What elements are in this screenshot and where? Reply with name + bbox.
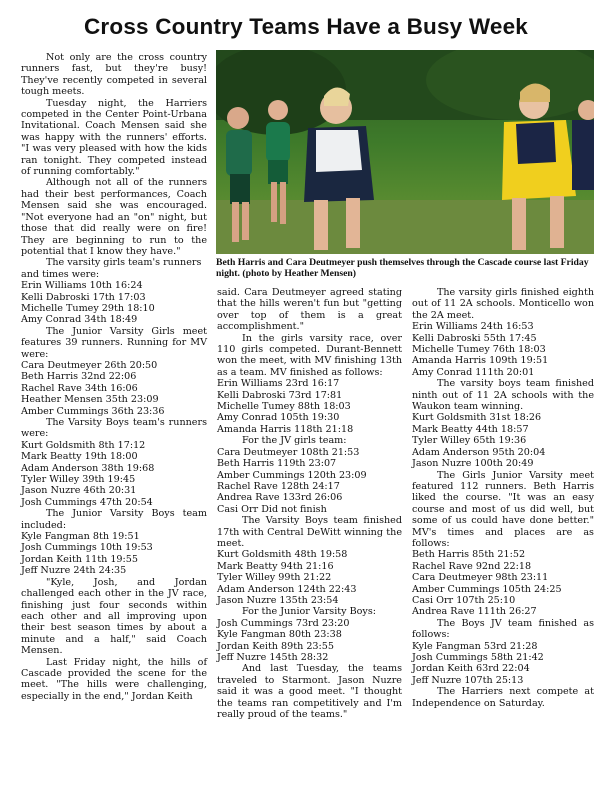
result-item: Amanda Harris 118th 21:18 bbox=[217, 423, 354, 435]
runners-photo bbox=[216, 50, 594, 254]
paragraph: "Kyle, Josh, and Jordan challenged each other in the JV race, finishing just four seconds within each other and all improving upon their best season times by about a minute and a half," said Coach Mensen. bbox=[21, 576, 207, 657]
paragraph: In the girls varsity race, over 110 girls competed. Durant-Bennett won the meet, with MV finishing 13th as a team. MV finished as follows: bbox=[217, 332, 402, 378]
paragraph: The Harriers next compete at Independence on Saturday. bbox=[412, 686, 594, 709]
result-item: Amy Conrad 111th 20:01 bbox=[412, 366, 535, 378]
paragraph: For the JV girls team: bbox=[241, 435, 347, 447]
result-item: Michelle Tumey 29th 18:10 bbox=[21, 302, 155, 314]
result-item: Andrea Rave 111th 26:27 bbox=[412, 606, 537, 618]
result-item: Amber Cummings 36th 23:36 bbox=[21, 405, 165, 417]
result-item: Amanda Harris 109th 19:51 bbox=[412, 355, 549, 367]
paragraph: Not only are the cross country runners fast, but they're busy! They've recently competed in several tough meets. bbox=[21, 52, 207, 98]
result-item: Beth Harris 119th 23:07 bbox=[217, 458, 337, 470]
result-item: Jordan Keith 11th 19:55 bbox=[21, 553, 138, 565]
result-item: Josh Cummings 47th 20:54 bbox=[21, 496, 153, 508]
result-item: Mark Beatty 44th 18:57 bbox=[412, 423, 529, 435]
result-item: Kelli Dabroski 55th 17:45 bbox=[412, 332, 537, 344]
result-item: Michelle Tumey 88th 18:03 bbox=[217, 401, 351, 413]
results-list bbox=[217, 378, 402, 435]
result-item: Cara Deutmeyer 26th 20:50 bbox=[21, 359, 158, 371]
result-item: Jason Nuzre 135th 23:54 bbox=[217, 594, 339, 606]
result-item: Kelli Dabroski 17th 17:03 bbox=[21, 291, 146, 303]
result-item: Jeff Nuzre 107th 25:13 bbox=[412, 674, 524, 686]
result-item: Kyle Fangman 53rd 21:28 bbox=[412, 640, 538, 652]
result-item: Mark Beatty 94th 21:16 bbox=[217, 560, 334, 572]
result-item: Cara Deutmeyer 98th 23:11 bbox=[412, 572, 549, 584]
result-item: Heather Mensen 35th 23:09 bbox=[21, 394, 159, 406]
result-item: Adam Anderson 38th 19:68 bbox=[21, 462, 155, 474]
result-item: Casi Orr 107th 25:10 bbox=[412, 594, 516, 606]
result-item: Adam Anderson 124th 22:43 bbox=[217, 583, 357, 595]
result-item: Kelli Dabroski 73rd 17:81 bbox=[217, 389, 343, 401]
result-item: Rachel Rave 128th 24:17 bbox=[217, 480, 340, 492]
result-item: Jason Nuzre 46th 20:31 bbox=[21, 485, 137, 497]
result-item: Tyler Willey 99th 21:22 bbox=[217, 572, 332, 584]
result-item: Kurt Goldsmith 8th 17:12 bbox=[21, 439, 146, 451]
result-item: Amy Conrad 34th 18:49 bbox=[21, 314, 138, 326]
result-item: Jordan Keith 89th 23:55 bbox=[217, 640, 334, 652]
result-item: Beth Harris 32nd 22:06 bbox=[21, 371, 137, 383]
results-list bbox=[217, 618, 402, 664]
paragraph: The Junior Varsity Girls meet features 39 runners. Running for MV were: bbox=[21, 325, 207, 360]
result-item: Amber Cummings 120th 23:09 bbox=[217, 469, 367, 481]
paragraph: The Boys JV team finished as follows: bbox=[412, 617, 594, 641]
result-item: Erin Williams 23rd 16:17 bbox=[217, 378, 340, 390]
result-item: Josh Cummings 10th 19:53 bbox=[21, 542, 153, 554]
results-list bbox=[217, 447, 402, 515]
paragraph: And last Tuesday, the teams traveled to Starmont. Jason Nuzre said it was a good meet. "I thought the teams ran competitively and I'm really proud of the teams." bbox=[217, 663, 402, 721]
result-item: Rachel Rave 92nd 22:18 bbox=[412, 560, 532, 572]
paragraph: The Junior Varsity Boys team included: bbox=[21, 508, 207, 531]
column-1 bbox=[21, 52, 207, 702]
paragraph: Tuesday night, the Harriers competed in the Center Point-Urbana Invitational. Coach Mensen said she was happy with the runners' efforts. "I was very pleased with how the kids ran tonight. They competed instead of running comfortably." bbox=[21, 97, 207, 178]
paragraph: The Varsity Boys team's runners were: bbox=[21, 417, 207, 440]
result-item: Tyler Willey 39th 19:45 bbox=[21, 474, 136, 486]
paragraph: The varsity girls finished eighth out of 11 2A schools. Monticello won the 2A meet. bbox=[412, 287, 594, 321]
result-item: Jason Nuzre 100th 20:49 bbox=[412, 458, 534, 470]
column-3 bbox=[412, 287, 594, 709]
result-item: Amy Conrad 105th 19:30 bbox=[217, 412, 340, 424]
result-item: Josh Cummings 73rd 23:20 bbox=[217, 617, 350, 629]
result-item: Casi Orr Did not finish bbox=[217, 503, 327, 515]
result-item: Erin Williams 10th 16:24 bbox=[21, 280, 143, 292]
results-list bbox=[217, 549, 402, 606]
result-item: Jordan Keith 63rd 22:04 bbox=[412, 663, 530, 675]
result-item: Amber Cummings 105th 24:25 bbox=[412, 583, 562, 595]
result-item: Tyler Willey 65th 19:36 bbox=[412, 435, 527, 447]
paragraph: said. Cara Deutmeyer agreed stating that the hills weren't fun but "getting over top of them is a great accomplishment." bbox=[217, 287, 402, 333]
results-list bbox=[21, 280, 207, 326]
results-list bbox=[21, 531, 207, 577]
result-item: Jeff Nuzre 145th 28:32 bbox=[217, 652, 329, 663]
result-item: Beth Harris 85th 21:52 bbox=[412, 549, 526, 561]
paragraph: The varsity boys team finished ninth out of 11 2A schools with the Waukon team winning. bbox=[412, 378, 594, 413]
result-item: Mark Beatty 19th 18:00 bbox=[21, 451, 138, 463]
results-list bbox=[412, 412, 594, 469]
result-item: Michelle Tumey 76th 18:03 bbox=[412, 344, 546, 356]
photo-caption: Beth Harris and Cara Deutmeyer push themselves through the Cascade course last Friday night. (photo by Heather Mensen) bbox=[216, 257, 589, 280]
headline: Cross Country Teams Have a Busy Week bbox=[83, 14, 529, 39]
paragraph: The Girls Junior Varsity meet featured 112 runners. Beth Harris liked the course. "It was an easy course and most of us did well, but some of us could have done better." MV's times and places are as follows: bbox=[412, 469, 594, 549]
paragraph: The Varsity Boys team finished 17th with Central DeWitt winning the meet. bbox=[217, 515, 402, 549]
result-item: Rachel Rave 34th 16:06 bbox=[21, 382, 138, 394]
result-item: Kurt Goldsmith 48th 19:58 bbox=[217, 549, 348, 561]
column-2 bbox=[217, 287, 402, 720]
results-list bbox=[412, 321, 594, 378]
result-item: Cara Deutmeyer 108th 21:53 bbox=[217, 446, 360, 458]
results-list bbox=[21, 360, 207, 417]
paragraph: Last Friday night, the hills of Cascade provided the scene for the meet. "The hills were challenging, especially in the end," Jordan Keith bbox=[21, 656, 207, 702]
result-item: Erin Williams 24th 16:53 bbox=[412, 321, 534, 333]
result-item: Kurt Goldsmith 31st 18:26 bbox=[412, 412, 542, 424]
paragraph: The varsity girls team's runners and times were: bbox=[21, 257, 202, 280]
result-item: Andrea Rave 133rd 26:06 bbox=[217, 492, 343, 504]
results-list bbox=[21, 440, 207, 508]
result-item: Josh Cummings 58th 21:42 bbox=[412, 652, 544, 663]
results-list bbox=[412, 549, 594, 617]
result-item: Adam Anderson 95th 20:04 bbox=[412, 446, 546, 458]
result-item: Kyle Fangman 80th 23:38 bbox=[217, 629, 342, 641]
paragraph: Although not all of the runners had their best performances, Coach Mensen said she was encouraged. "Not everyone had an "on" night, but those that did really were on fire! They are beginning to run to the potential that I know they have." bbox=[21, 177, 207, 257]
paragraph: For the Junior Varsity Boys: bbox=[241, 606, 377, 618]
result-item: Kyle Fangman 8th 19:51 bbox=[21, 531, 140, 543]
result-item: Jeff Nuzre 24th 24:35 bbox=[21, 565, 127, 577]
runners-illustration bbox=[216, 50, 594, 254]
results-list bbox=[412, 641, 594, 687]
